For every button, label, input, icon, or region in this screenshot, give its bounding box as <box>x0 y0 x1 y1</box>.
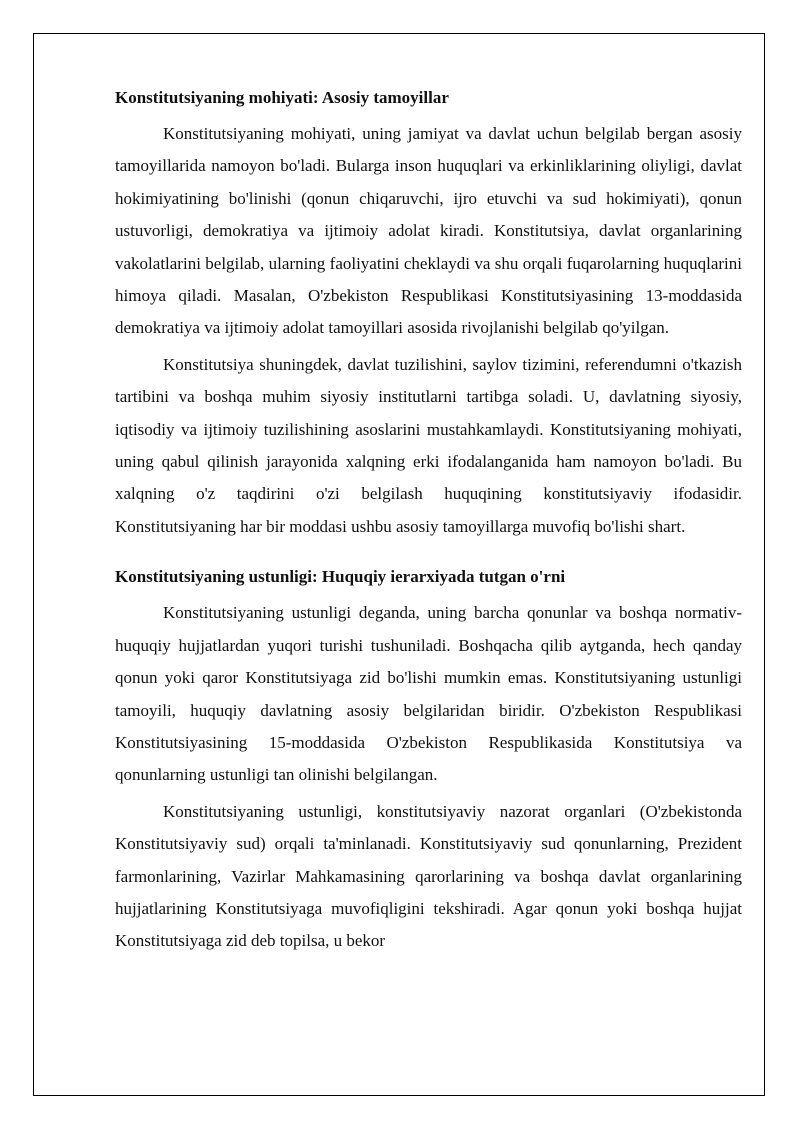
section-heading-essence: Konstitutsiyaning mohiyati: Asosiy tamoyillar <box>115 88 449 107</box>
paragraph: Konstitutsiyaning mohiyati, uning jamiyat va davlat uchun belgilab bergan asosiy tamoyillarida namoyon bo'ladi. Bularga inson huquqlari va erkinliklarining oliyligi, davlat hokimiyatining bo'linishi (qonun chiqaruvchi, ijro etuvchi va sud hokimiyati), qonun ustuvorligi, demokratiya va ijtimoiy adolat kiradi. Konstitutsiya, davlat organlarining vakolatlarini belgilab, ularning faoliyatini cheklaydi va shu orqali fuqarolarning huquqlarini himoya qiladi. Masalan, O'zbekiston Respublikasi Konstitutsiyasining 13-moddasida demokratiya va ijtimoiy adolat tamoyillari asosida rivojlanishi belgilab qo'yilgan. <box>115 124 742 338</box>
paragraph: Konstitutsiya shuningdek, davlat tuzilishini, saylov tizimini, referendumni o'tkazish tartibini va boshqa muhim siyosiy institutlarni tartibga soladi. U, davlatning siyosiy, iqtisodiy va ijtimoiy tuzilishining asoslarini mustahkamlaydi. Konstitutsiyaning mohiyati, uning qabul qilinish jarayonida xalqning erki ifodalanganida ham namoyon bo'ladi. Bu xalqning o'z taqdirini o'zi belgilash huquqining konstitutsiyaviy ifodasidir. Konstitutsiyaning har bir moddasi ushbu asosiy tamoyillarga muvofiq bo'lishi shart. <box>115 354 742 536</box>
paragraph: Konstitutsiyaning ustunligi, konstitutsiyaviy nazorat organlari (O'zbekistonda Konstitutsiyaviy sud) orqali ta'minlanadi. Konstitutsiyaviy sud qonunlarning, Prezident farmonlarining, Vazirlar Mahkamasining qarorlarining va boshqa davlat organlarining hujjatlarining Konstitutsiyaga muvofiqligini tekshiradi. Agar qonun yoki boshqa hujjat Konstitutsiyaga zid deb topilsa, u bekor <box>115 801 742 951</box>
paragraph: Konstitutsiyaning ustunligi deganda, uning barcha qonunlar va boshqa normativ-huquqiy hujjatlardan yuqori turishi tushuniladi. Boshqacha qilib aytganda, hech qanday qonun yoki qaror Konstitutsiyaga zid bo'lishi mumkin emas. Konstitutsiyaning ustunligi tamoyili, huquqiy davlatning asosiy belgilaridan biridir. O'zbekiston Respublikasi Konstitutsiyasining 15-moddasida O'zbekiston Respublikasida Konstitutsiya va qonunlarning ustunligi tan olinishi belgilangan. <box>115 603 742 785</box>
section-heading-supremacy: Konstitutsiyaning ustunligi: Huquqiy ierarxiyada tutgan o'rni <box>115 567 566 587</box>
document-body <box>115 86 742 962</box>
